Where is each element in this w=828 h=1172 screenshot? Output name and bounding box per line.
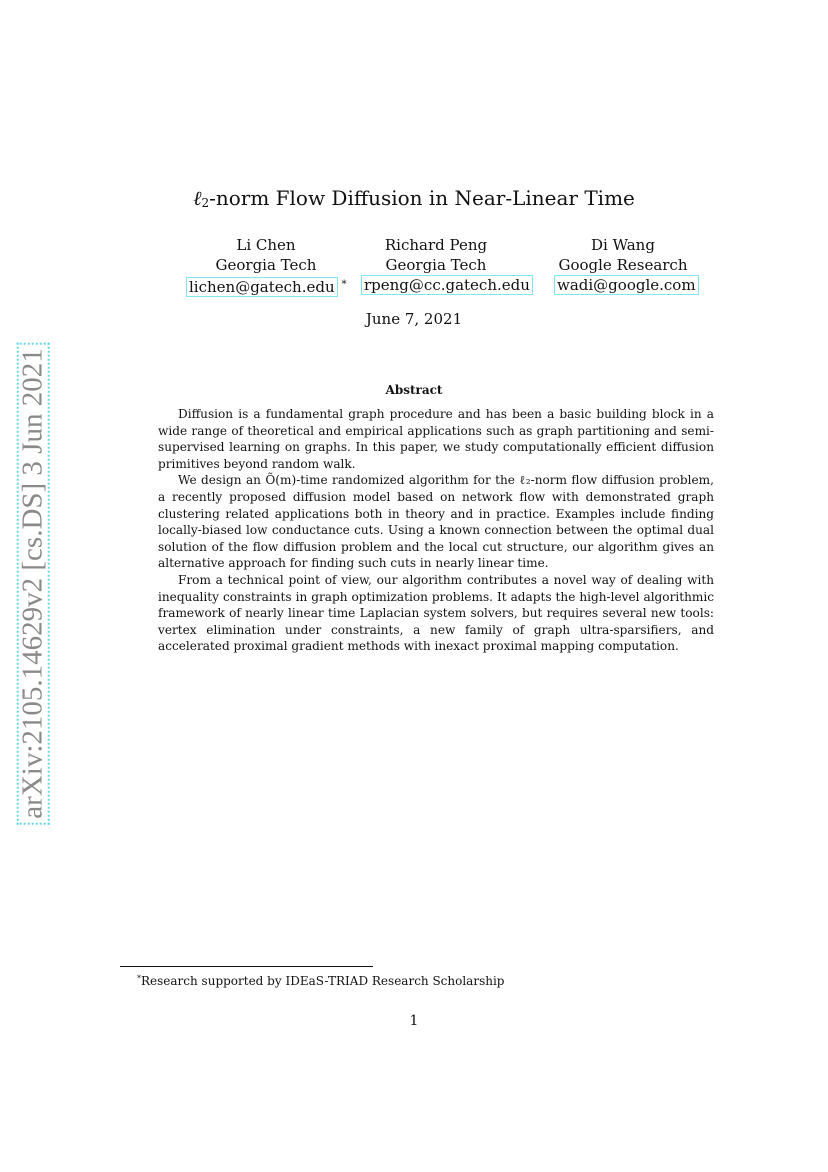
arxiv-identifier-text: arXiv:2105.14629v2 [cs.DS] 3 Jun 2021 <box>17 342 50 824</box>
author-affiliation: Google Research <box>558 256 688 274</box>
footnote <box>137 971 504 989</box>
author-email-link[interactable]: wadi@google.com <box>554 275 699 295</box>
author-affiliation: Georgia Tech <box>385 256 487 274</box>
abstract-paragraph-3: From a technical point of view, our algorithm contributes a novel way of dealing with inequality constraints in graph optimization problems. It adapts the high-level algorithmic framework of nearly linear time Laplacian system solvers, but requires several new tools: vertex elimination under constraints, a new family of graph ultra-sparsifiers, and accelerated proximal gradient methods with inexact proximal mapping computation. <box>158 572 714 654</box>
author-block <box>176 235 696 299</box>
title-subscript: 2 <box>201 196 210 210</box>
author-email-link[interactable]: rpeng@cc.gatech.edu <box>361 275 533 295</box>
footnote-marker: * <box>137 974 141 983</box>
author-email-row <box>361 275 533 295</box>
author-richard-peng <box>361 235 530 295</box>
author-name: Di Wang <box>591 236 655 254</box>
footnote-divider <box>120 966 373 967</box>
abstract-body <box>158 406 714 655</box>
author-di-wang <box>554 235 696 295</box>
title-symbol: ℓ <box>193 186 202 210</box>
author-li-chen <box>186 235 346 297</box>
page-number: 1 <box>409 1013 419 1029</box>
arxiv-identifier[interactable] <box>12 347 54 819</box>
author-email-row <box>186 275 347 297</box>
author-email-row <box>554 275 699 295</box>
author-name: Li Chen <box>236 236 296 254</box>
paper-title <box>0 186 828 210</box>
abstract-heading: Abstract <box>385 383 443 397</box>
abstract-paragraph-2: We design an Õ(m)-time randomized algorithm for the ℓ₂-norm flow diffusion problem, a recently proposed diffusion model based on network flow with demonstrated graph clustering related applications both in theory and in practice. Examples include finding locally-biased low conductance cuts. Using a known connection between the optimal dual solution of the flow diffusion problem and the local cut structure, our algorithm gives an alternative approach for finding such cuts in nearly linear time. <box>158 473 714 571</box>
title-text: -norm Flow Diffusion in Near-Linear Time <box>209 186 635 210</box>
author-email-link[interactable]: lichen@gatech.edu <box>186 277 338 297</box>
author-affiliation: Georgia Tech <box>215 256 317 274</box>
footnote-marker[interactable]: * <box>341 279 347 290</box>
footnote-text: Research supported by IDEaS-TRIAD Research Scholarship <box>141 974 505 988</box>
author-name: Richard Peng <box>384 236 488 254</box>
abstract-paragraph-1: Diffusion is a fundamental graph procedure and has been a basic building block in a wide range of theoretical and empirical applications such as graph partitioning and semi-supervised learning on graphs. In this paper, we study computationally efficient diffusion primitives beyond random walk. <box>158 407 714 471</box>
publication-date: June 7, 2021 <box>365 310 463 328</box>
